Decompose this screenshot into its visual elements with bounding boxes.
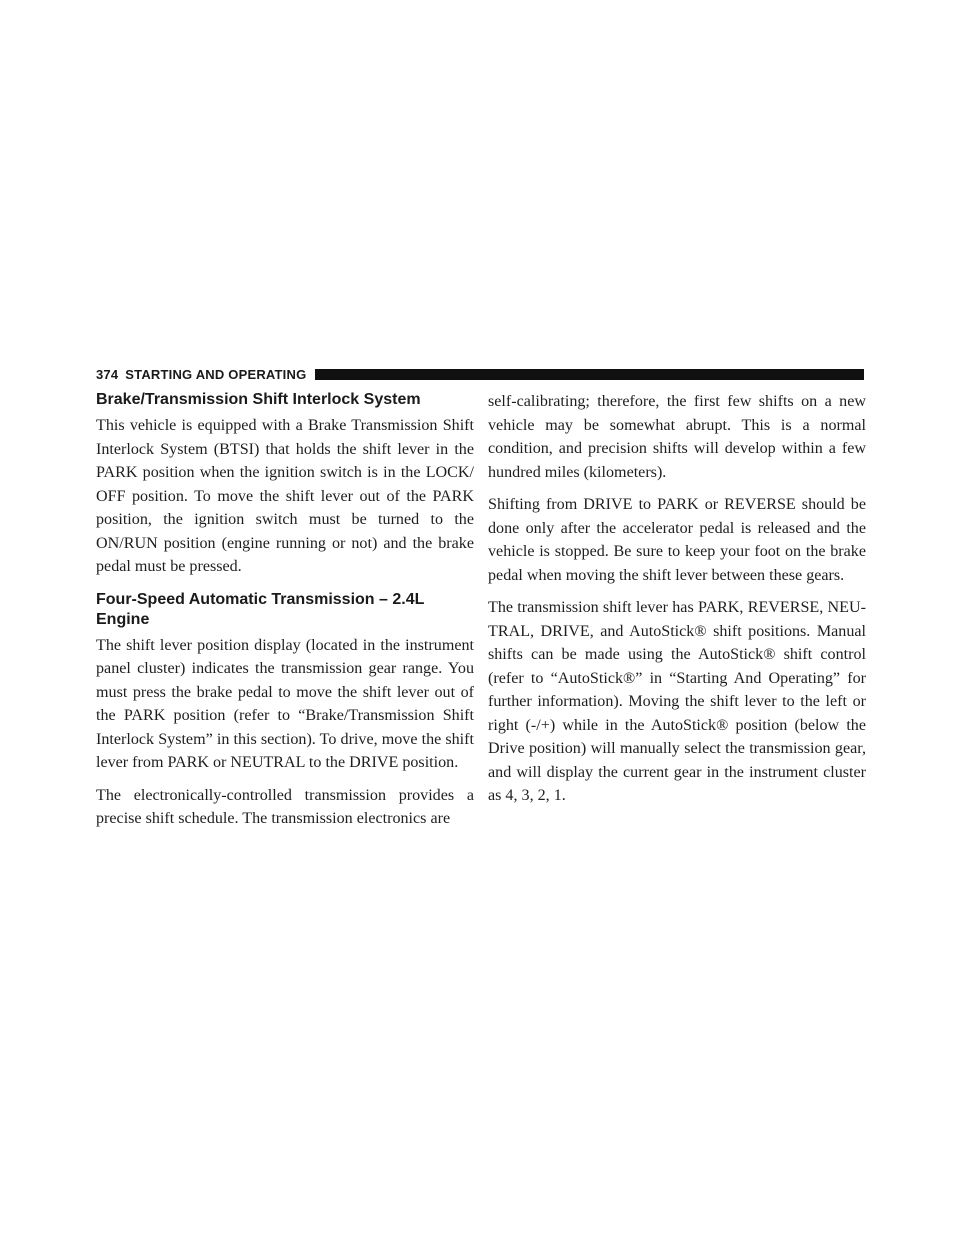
left-column — [96, 390, 474, 840]
paragraph-electronic-transmission: The electronically-controlled transmission provides a precise shift schedule. The transmission electronics are — [96, 786, 474, 827]
header-rule-bar — [315, 369, 864, 380]
right-column — [488, 390, 866, 817]
paragraph-shifting-park-reverse: Shifting from DRIVE to PARK or REVERSE should be done only after the accelerator pedal is released and the vehicle is stopped. Be sure to keep your foot on the brake pedal when moving the shift lever between these gears. — [488, 496, 866, 584]
heading-shift-interlock: Brake/Transmission Shift Interlock System — [96, 391, 421, 408]
paragraph-btsi: This vehicle is equipped with a Brake Transmission Shift Interlock System (BTSI) that holds the shift lever in the PARK position when the ignition switch is in the LOCK/ OFF position. To move the shift lever out of the PARK position, the ignition switch must be turned to the ON/RUN position (engine running or not) and the brake pedal must be pressed. — [96, 417, 474, 575]
page-header — [96, 362, 864, 386]
paragraph-self-calibrating: self-calibrating; therefore, the first few shifts on a new vehicle may be somewhat abrupt. This is a normal condition, and precision shifts will develop within a few hundred miles (kilometers). — [488, 393, 866, 481]
heading-four-speed-transmission: Four-Speed Automatic Transmission – 2.4L Engine — [96, 590, 425, 628]
paragraph-autostick: The transmission shift lever has PARK, REVERSE, NEU-TRAL, DRIVE, and AutoStick® shift positions. Manual shifts can be made using the AutoStick® shift control (refer to “AutoStick®” in “Starting And Operating” for further information). Moving the shift lever to the left or right (-/+) while in the AutoStick® position (below the Drive position) will manually select the transmission gear, and will display the current gear in the instrument cluster as 4, 3, 2, 1. — [488, 599, 866, 804]
page-number: 374 — [96, 366, 119, 382]
paragraph-shift-lever-display: The shift lever position display (located in the instrument panel cluster) indicates the transmission gear range. You must press the brake pedal to move the shift lever out of the PARK position (refer to “Brake/Transmission Shift Interlock System” in this section). To drive, move the shift lever from PARK or NEUTRAL to the DRIVE position. — [96, 636, 474, 771]
section-title: STARTING AND OPERATING — [125, 366, 307, 382]
